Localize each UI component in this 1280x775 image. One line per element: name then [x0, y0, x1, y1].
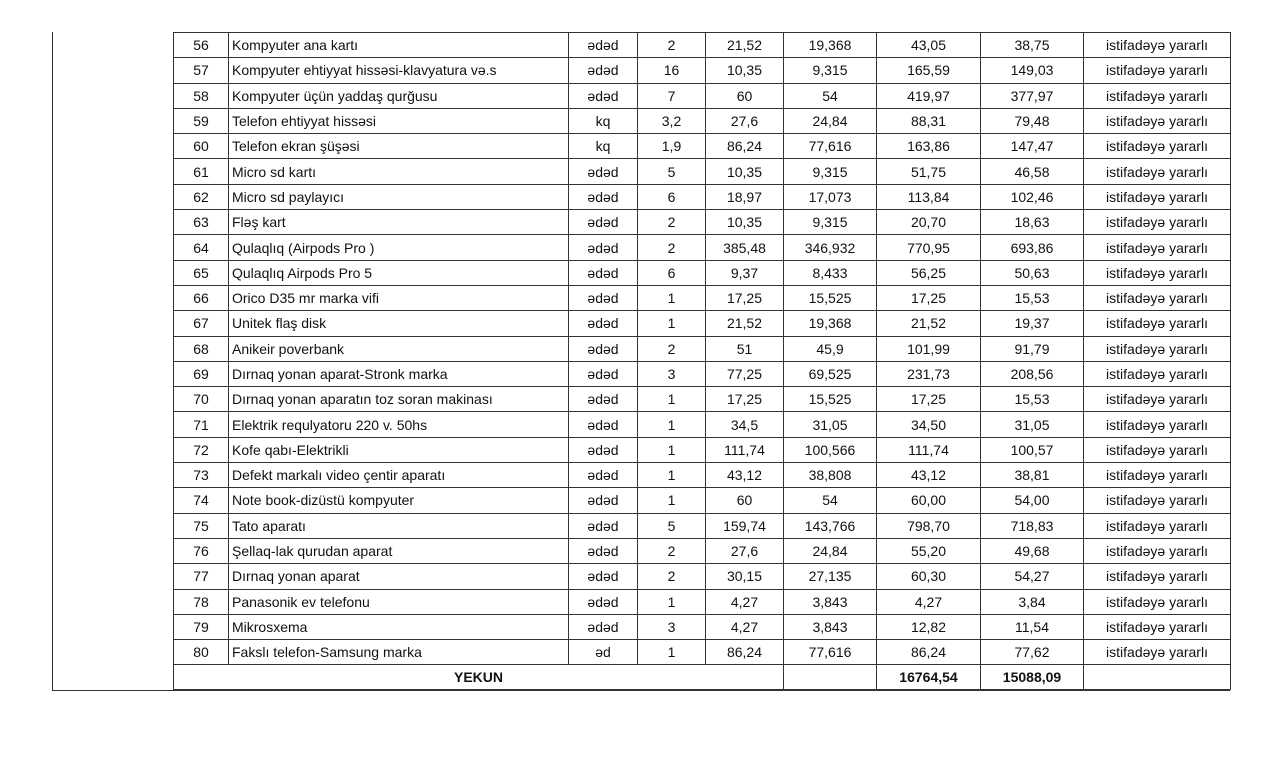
status: istifadəyə yararlı — [1084, 640, 1231, 665]
item-name: Note book-dizüstü kompyuter — [229, 488, 569, 513]
status: istifadəyə yararlı — [1084, 33, 1231, 58]
total-value: 770,95 — [877, 235, 981, 260]
table-row — [174, 210, 1231, 235]
item-name: Dırnaq yonan aparatın toz soran makinası — [229, 387, 569, 412]
unit: ədəd — [569, 260, 638, 285]
total-sum-1: 16764,54 — [877, 665, 981, 690]
unit: kq — [569, 108, 638, 133]
table-row — [174, 463, 1231, 488]
unit: ədəd — [569, 387, 638, 412]
residual-value: 50,63 — [981, 260, 1084, 285]
discounted-price: 15,525 — [784, 285, 877, 310]
discounted-price: 9,315 — [784, 159, 877, 184]
total-value: 798,70 — [877, 513, 981, 538]
item-name: Qulaqlıq (Airpods Pro ) — [229, 235, 569, 260]
quantity: 5 — [638, 159, 706, 184]
row-number: 75 — [174, 513, 229, 538]
unit: ədəd — [569, 336, 638, 361]
status: istifadəyə yararlı — [1084, 538, 1231, 563]
table-row — [174, 285, 1231, 310]
status: istifadəyə yararlı — [1084, 285, 1231, 310]
row-number: 59 — [174, 108, 229, 133]
unit: ədəd — [569, 184, 638, 209]
table-row — [174, 361, 1231, 386]
row-number: 63 — [174, 210, 229, 235]
unit-price: 43,12 — [706, 463, 784, 488]
status: istifadəyə yararlı — [1084, 488, 1231, 513]
status: istifadəyə yararlı — [1084, 614, 1231, 639]
unit-price: 17,25 — [706, 285, 784, 310]
item-name: Kompyuter ehtiyyat hissəsi-klavyatura və.s — [229, 58, 569, 83]
discounted-price: 45,9 — [784, 336, 877, 361]
row-number: 67 — [174, 311, 229, 336]
quantity: 1 — [638, 488, 706, 513]
residual-value: 38,81 — [981, 463, 1084, 488]
status: istifadəyə yararlı — [1084, 311, 1231, 336]
table-row — [174, 614, 1231, 639]
discounted-price: 77,616 — [784, 134, 877, 159]
quantity: 1 — [638, 311, 706, 336]
row-number: 56 — [174, 33, 229, 58]
total-value: 17,25 — [877, 387, 981, 412]
quantity: 2 — [638, 538, 706, 563]
unit-price: 17,25 — [706, 387, 784, 412]
discounted-price: 19,368 — [784, 311, 877, 336]
unit-price: 21,52 — [706, 33, 784, 58]
item-name: Orico D35 mr marka vifi — [229, 285, 569, 310]
row-number: 72 — [174, 437, 229, 462]
unit-price: 385,48 — [706, 235, 784, 260]
item-name: Kompyuter ana kartı — [229, 33, 569, 58]
item-name: Kompyuter üçün yaddaş qurğusu — [229, 83, 569, 108]
row-number: 74 — [174, 488, 229, 513]
row-number: 64 — [174, 235, 229, 260]
residual-value: 3,84 — [981, 589, 1084, 614]
total-sum-2: 15088,09 — [981, 665, 1084, 690]
total-value: 43,05 — [877, 33, 981, 58]
unit: ədəd — [569, 83, 638, 108]
row-number: 76 — [174, 538, 229, 563]
residual-value: 54,27 — [981, 564, 1084, 589]
unit-price: 86,24 — [706, 134, 784, 159]
row-number: 62 — [174, 184, 229, 209]
status: istifadəyə yararlı — [1084, 463, 1231, 488]
status: istifadəyə yararlı — [1084, 108, 1231, 133]
residual-value: 147,47 — [981, 134, 1084, 159]
quantity: 16 — [638, 58, 706, 83]
row-number: 60 — [174, 134, 229, 159]
row-number: 58 — [174, 83, 229, 108]
residual-value: 100,57 — [981, 437, 1084, 462]
quantity: 2 — [638, 235, 706, 260]
quantity: 2 — [638, 33, 706, 58]
row-number: 65 — [174, 260, 229, 285]
unit-price: 21,52 — [706, 311, 784, 336]
item-name: Dırnaq yonan aparat-Stronk marka — [229, 361, 569, 386]
table-row — [174, 260, 1231, 285]
unit-price: 27,6 — [706, 108, 784, 133]
table-row — [174, 108, 1231, 133]
unit-price: 111,74 — [706, 437, 784, 462]
row-number: 73 — [174, 463, 229, 488]
unit: kq — [569, 134, 638, 159]
row-number: 78 — [174, 589, 229, 614]
row-number: 79 — [174, 614, 229, 639]
unit: ədəd — [569, 463, 638, 488]
table-row — [174, 640, 1231, 665]
residual-value: 79,48 — [981, 108, 1084, 133]
unit-price: 86,24 — [706, 640, 784, 665]
discounted-price: 3,843 — [784, 589, 877, 614]
table-row — [174, 437, 1231, 462]
discounted-price: 8,433 — [784, 260, 877, 285]
item-name: Şellaq-lak qurudan aparat — [229, 538, 569, 563]
status: istifadəyə yararlı — [1084, 387, 1231, 412]
unit: ədəd — [569, 437, 638, 462]
unit-price: 30,15 — [706, 564, 784, 589]
row-number: 80 — [174, 640, 229, 665]
residual-value: 149,03 — [981, 58, 1084, 83]
residual-value: 38,75 — [981, 33, 1084, 58]
unit-price: 18,97 — [706, 184, 784, 209]
residual-value: 15,53 — [981, 285, 1084, 310]
quantity: 1 — [638, 463, 706, 488]
unit: ədəd — [569, 564, 638, 589]
unit-price: 77,25 — [706, 361, 784, 386]
discounted-price: 54 — [784, 488, 877, 513]
total-value: 60,30 — [877, 564, 981, 589]
status: istifadəyə yararlı — [1084, 58, 1231, 83]
total-label: YEKUN — [174, 665, 784, 690]
row-number: 61 — [174, 159, 229, 184]
total-value: 4,27 — [877, 589, 981, 614]
item-name: Mikrosxema — [229, 614, 569, 639]
table-row — [174, 589, 1231, 614]
item-name: Panasonik ev telefonu — [229, 589, 569, 614]
residual-value: 102,46 — [981, 184, 1084, 209]
item-name: Telefon ehtiyyat hissəsi — [229, 108, 569, 133]
quantity: 1 — [638, 437, 706, 462]
discounted-price: 19,368 — [784, 33, 877, 58]
table-row — [174, 83, 1231, 108]
status: istifadəyə yararlı — [1084, 159, 1231, 184]
unit: ədəd — [569, 412, 638, 437]
status: istifadəyə yararlı — [1084, 83, 1231, 108]
status: istifadəyə yararlı — [1084, 564, 1231, 589]
item-name: Micro sd kartı — [229, 159, 569, 184]
total-value: 51,75 — [877, 159, 981, 184]
status: istifadəyə yararlı — [1084, 437, 1231, 462]
total-value: 419,97 — [877, 83, 981, 108]
unit: ədəd — [569, 235, 638, 260]
unit: ədəd — [569, 361, 638, 386]
total-value: 43,12 — [877, 463, 981, 488]
table-row — [174, 488, 1231, 513]
total-value: 12,82 — [877, 614, 981, 639]
total-value: 55,20 — [877, 538, 981, 563]
discounted-price: 38,808 — [784, 463, 877, 488]
unit-price: 9,37 — [706, 260, 784, 285]
quantity: 6 — [638, 260, 706, 285]
total-value: 56,25 — [877, 260, 981, 285]
status: istifadəyə yararlı — [1084, 361, 1231, 386]
left-border-line — [52, 32, 53, 690]
residual-value: 718,83 — [981, 513, 1084, 538]
discounted-price: 100,566 — [784, 437, 877, 462]
total-value: 86,24 — [877, 640, 981, 665]
table-row — [174, 538, 1231, 563]
status: istifadəyə yararlı — [1084, 210, 1231, 235]
unit: əd — [569, 640, 638, 665]
total-value: 60,00 — [877, 488, 981, 513]
table-row — [174, 564, 1231, 589]
item-name: Qulaqlıq Airpods Pro 5 — [229, 260, 569, 285]
discounted-price: 346,932 — [784, 235, 877, 260]
table-row — [174, 336, 1231, 361]
table-row — [174, 33, 1231, 58]
table-row — [174, 134, 1231, 159]
unit-price: 4,27 — [706, 589, 784, 614]
status: istifadəyə yararlı — [1084, 184, 1231, 209]
unit: ədəd — [569, 210, 638, 235]
status: istifadəyə yararlı — [1084, 336, 1231, 361]
table-row — [174, 235, 1231, 260]
unit: ədəd — [569, 614, 638, 639]
quantity: 2 — [638, 210, 706, 235]
quantity: 1 — [638, 285, 706, 310]
residual-value: 19,37 — [981, 311, 1084, 336]
discounted-price: 54 — [784, 83, 877, 108]
quantity: 3 — [638, 614, 706, 639]
residual-value: 11,54 — [981, 614, 1084, 639]
quantity: 1 — [638, 640, 706, 665]
status: istifadəyə yararlı — [1084, 260, 1231, 285]
item-name: Tato aparatı — [229, 513, 569, 538]
quantity: 2 — [638, 564, 706, 589]
unit: ədəd — [569, 589, 638, 614]
table-row — [174, 311, 1231, 336]
unit-price: 51 — [706, 336, 784, 361]
quantity: 1,9 — [638, 134, 706, 159]
table-row — [174, 58, 1231, 83]
residual-value: 18,63 — [981, 210, 1084, 235]
residual-value: 77,62 — [981, 640, 1084, 665]
total-value: 101,99 — [877, 336, 981, 361]
total-empty-cell — [784, 665, 877, 690]
total-value: 113,84 — [877, 184, 981, 209]
total-empty-status — [1084, 665, 1231, 690]
item-name: Anikeir poverbank — [229, 336, 569, 361]
unit: ədəd — [569, 513, 638, 538]
row-number: 71 — [174, 412, 229, 437]
item-name: Defekt markalı video çentir aparatı — [229, 463, 569, 488]
item-name: Telefon ekran şüşəsi — [229, 134, 569, 159]
row-number: 57 — [174, 58, 229, 83]
residual-value: 49,68 — [981, 538, 1084, 563]
unit-price: 10,35 — [706, 159, 784, 184]
total-value: 231,73 — [877, 361, 981, 386]
unit-price: 27,6 — [706, 538, 784, 563]
unit-price: 60 — [706, 488, 784, 513]
residual-value: 693,86 — [981, 235, 1084, 260]
unit-price: 10,35 — [706, 210, 784, 235]
table-row — [174, 184, 1231, 209]
table-row — [174, 412, 1231, 437]
status: istifadəyə yararlı — [1084, 412, 1231, 437]
unit-price: 159,74 — [706, 513, 784, 538]
unit: ədəd — [569, 33, 638, 58]
quantity: 1 — [638, 412, 706, 437]
quantity: 3 — [638, 361, 706, 386]
residual-value: 208,56 — [981, 361, 1084, 386]
discounted-price: 27,135 — [784, 564, 877, 589]
total-value: 88,31 — [877, 108, 981, 133]
total-value: 163,86 — [877, 134, 981, 159]
item-name: Kofe qabı-Elektrikli — [229, 437, 569, 462]
discounted-price: 143,766 — [784, 513, 877, 538]
unit-price: 34,5 — [706, 412, 784, 437]
discounted-price: 9,315 — [784, 210, 877, 235]
status: istifadəyə yararlı — [1084, 134, 1231, 159]
table-row — [174, 159, 1231, 184]
discounted-price: 31,05 — [784, 412, 877, 437]
residual-value: 54,00 — [981, 488, 1084, 513]
total-row — [174, 665, 1231, 690]
row-number: 69 — [174, 361, 229, 386]
discounted-price: 17,073 — [784, 184, 877, 209]
total-value: 17,25 — [877, 285, 981, 310]
row-number: 70 — [174, 387, 229, 412]
quantity: 1 — [638, 589, 706, 614]
unit-price: 10,35 — [706, 58, 784, 83]
row-number: 77 — [174, 564, 229, 589]
quantity: 3,2 — [638, 108, 706, 133]
discounted-price: 24,84 — [784, 108, 877, 133]
quantity: 2 — [638, 336, 706, 361]
item-name: Fakslı telefon-Samsung marka — [229, 640, 569, 665]
unit: ədəd — [569, 311, 638, 336]
residual-value: 15,53 — [981, 387, 1084, 412]
status: istifadəyə yararlı — [1084, 235, 1231, 260]
unit: ədəd — [569, 538, 638, 563]
table-row — [174, 513, 1231, 538]
quantity: 1 — [638, 387, 706, 412]
quantity: 6 — [638, 184, 706, 209]
discounted-price: 15,525 — [784, 387, 877, 412]
unit: ədəd — [569, 159, 638, 184]
item-name: Unitek flaş disk — [229, 311, 569, 336]
residual-value: 377,97 — [981, 83, 1084, 108]
discounted-price: 3,843 — [784, 614, 877, 639]
item-name: Elektrik requlyatoru 220 v. 50hs — [229, 412, 569, 437]
status: istifadəyə yararlı — [1084, 589, 1231, 614]
discounted-price: 9,315 — [784, 58, 877, 83]
status: istifadəyə yararlı — [1084, 513, 1231, 538]
discounted-price: 69,525 — [784, 361, 877, 386]
item-name: Micro sd paylayıcı — [229, 184, 569, 209]
unit: ədəd — [569, 58, 638, 83]
row-number: 68 — [174, 336, 229, 361]
total-value: 20,70 — [877, 210, 981, 235]
quantity: 7 — [638, 83, 706, 108]
discounted-price: 24,84 — [784, 538, 877, 563]
residual-value: 31,05 — [981, 412, 1084, 437]
item-name: Dırnaq yonan aparat — [229, 564, 569, 589]
item-name: Fləş kart — [229, 210, 569, 235]
discounted-price: 77,616 — [784, 640, 877, 665]
residual-value: 46,58 — [981, 159, 1084, 184]
table-row — [174, 387, 1231, 412]
inventory-table — [173, 32, 1231, 690]
unit: ədəd — [569, 488, 638, 513]
total-value: 111,74 — [877, 437, 981, 462]
unit-price: 60 — [706, 83, 784, 108]
total-value: 34,50 — [877, 412, 981, 437]
unit-price: 4,27 — [706, 614, 784, 639]
table-body — [174, 33, 1231, 665]
row-number: 66 — [174, 285, 229, 310]
total-value: 165,59 — [877, 58, 981, 83]
residual-value: 91,79 — [981, 336, 1084, 361]
unit: ədəd — [569, 285, 638, 310]
quantity: 5 — [638, 513, 706, 538]
total-value: 21,52 — [877, 311, 981, 336]
